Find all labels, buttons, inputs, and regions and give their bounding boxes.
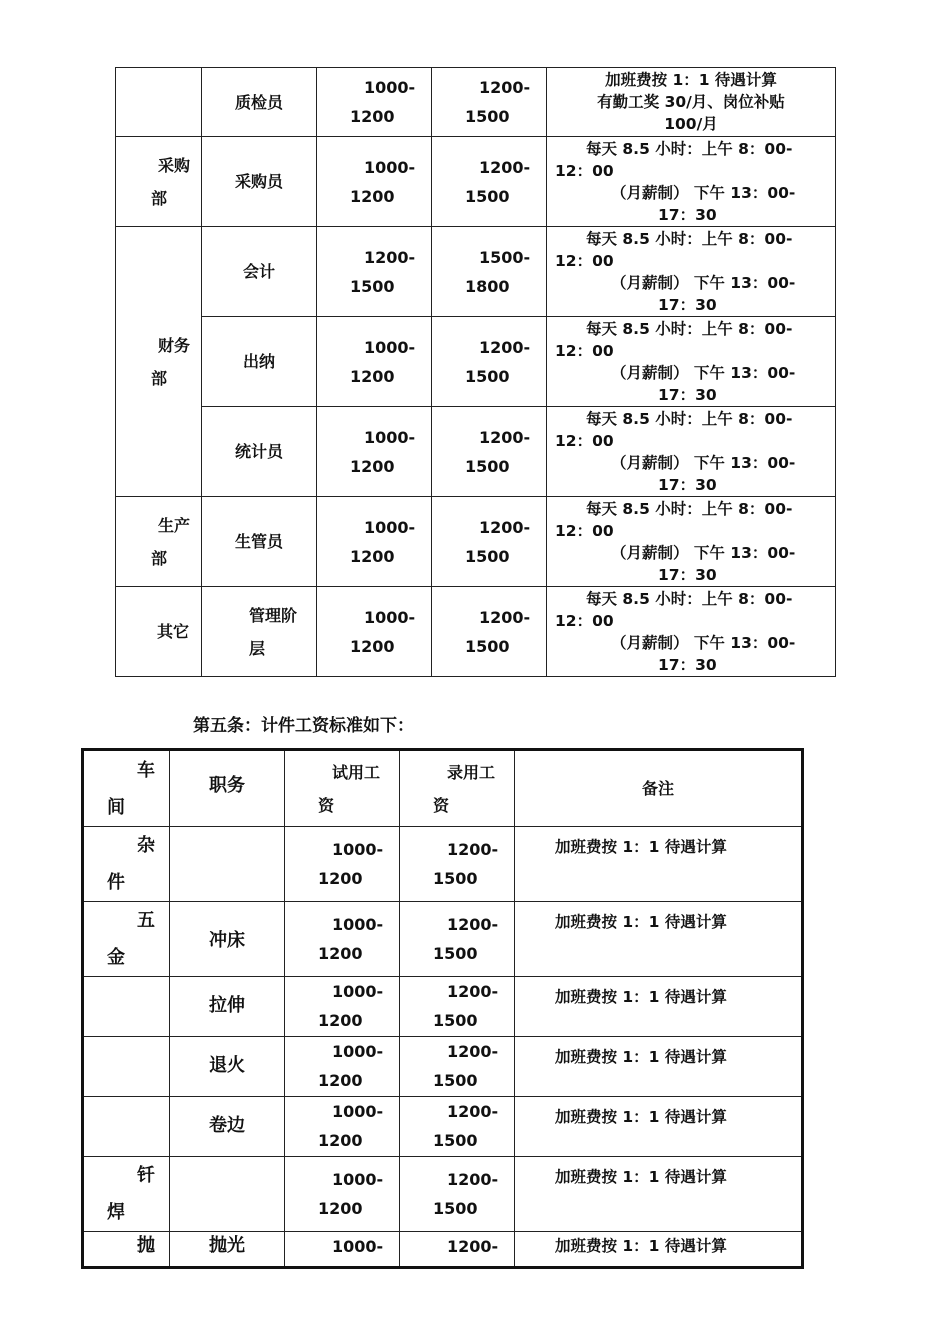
trial-salary-1: 1000- [332, 1170, 384, 1189]
trial-salary-1: 1000- [364, 517, 416, 537]
hire-salary-1: 1200- [447, 1042, 499, 1061]
trial-salary-cell [317, 587, 432, 677]
hire-salary-2: 1500 [433, 1199, 478, 1218]
hours-line: 12：00 [555, 521, 614, 540]
hours-line: 17：30 [658, 475, 717, 494]
position-label: 管理阶 [249, 605, 298, 625]
hire-salary-cell [432, 227, 547, 317]
hire-salary-2: 1500 [433, 869, 478, 888]
trial-salary-2: 1200 [350, 107, 395, 126]
hire-salary-cell [432, 137, 547, 227]
position-cell [170, 902, 285, 977]
trial-salary-cell [317, 317, 432, 407]
dept-label: 生产 [158, 515, 191, 535]
hours-line: 12：00 [555, 431, 614, 450]
hours-line: （月薪制） 下午 13：00- [611, 183, 796, 202]
trial-salary-2: 1200 [350, 636, 395, 656]
position-cell [170, 1157, 285, 1232]
trial-salary-2: 1200 [318, 1199, 363, 1218]
table-row [83, 902, 803, 977]
position-label: 拉伸 [209, 995, 245, 1016]
note-line: 有勤工奖 30/月、岗位补贴 [597, 93, 785, 111]
trial-salary-2: 1200 [318, 869, 363, 888]
hire-salary-1: 1200- [447, 1170, 499, 1189]
workshop-label: 焊 [107, 1202, 125, 1223]
hours-note-cell [547, 137, 836, 227]
trial-salary-2: 1200 [350, 546, 395, 566]
overtime-note: 加班费按 1：1 待遇计算 [555, 1048, 727, 1066]
workshop-label: 五 [137, 910, 155, 931]
hire-salary-1: 1500- [479, 247, 531, 267]
hire-salary-2: 1500 [433, 1131, 478, 1150]
hire-salary-2: 1500 [465, 546, 510, 566]
workshop-cell [83, 902, 170, 977]
trial-salary-2: 1200 [350, 366, 395, 386]
header-label: 资 [433, 795, 450, 815]
hire-salary-2: 1500 [433, 1071, 478, 1090]
hire-salary-1: 1200- [479, 337, 531, 357]
trial-salary-2: 1500 [350, 276, 395, 296]
hours-line: 每天 8.5 小时：上午 8：00- [586, 139, 793, 158]
note-cell [515, 977, 803, 1037]
note-line: 100/月 [664, 115, 718, 133]
trial-salary-cell [317, 497, 432, 587]
trial-salary-1: 1000- [332, 1237, 384, 1256]
hours-line: 17：30 [658, 295, 717, 314]
workshop-cell [83, 1157, 170, 1232]
header-trial [285, 750, 400, 827]
note-cell [547, 68, 836, 137]
position-label: 采购员 [234, 172, 283, 191]
position-cell [170, 1097, 285, 1157]
trial-salary-2: 1200 [318, 1131, 363, 1150]
dept-cell [116, 137, 202, 227]
table-row [116, 227, 836, 317]
header-hire [400, 750, 515, 827]
hire-salary-1: 1200- [447, 982, 499, 1001]
hire-salary-2: 1500 [465, 366, 510, 386]
trial-salary-1: 1000- [332, 982, 384, 1001]
overtime-note: 加班费按 1：1 待遇计算 [555, 838, 727, 856]
hire-salary-1: 1200- [447, 915, 499, 934]
workshop-cell [83, 1232, 170, 1268]
dept-label: 部 [151, 188, 168, 208]
header-label: 资 [318, 795, 335, 815]
hire-salary-2: 1500 [465, 636, 510, 656]
hours-note-cell [547, 227, 836, 317]
workshop-cell [83, 977, 170, 1037]
trial-salary-1: 1000- [332, 840, 384, 859]
overtime-note: 加班费按 1：1 待遇计算 [555, 913, 727, 931]
hire-salary-cell [432, 317, 547, 407]
table-row [116, 137, 836, 227]
hire-salary-1: 1200- [479, 157, 531, 177]
position-cell [202, 227, 317, 317]
hire-salary-cell [432, 587, 547, 677]
trial-salary-1: 1000- [332, 1102, 384, 1121]
hire-salary-1: 1200- [479, 517, 531, 537]
hours-line: 12：00 [555, 611, 614, 630]
position-cell [202, 137, 317, 227]
table-row [116, 317, 836, 407]
position-label: 层 [249, 638, 266, 658]
header-position [170, 750, 285, 827]
position-cell [202, 407, 317, 497]
position-label: 卷边 [209, 1115, 245, 1136]
trial-salary-cell [285, 977, 400, 1037]
position-label: 抛光 [209, 1235, 245, 1256]
position-cell [202, 68, 317, 137]
hire-salary-2: 1500 [465, 186, 510, 206]
hire-salary-cell [432, 68, 547, 137]
hire-salary-1: 1200- [447, 1102, 499, 1121]
hours-note-cell [547, 407, 836, 497]
trial-salary-cell [317, 68, 432, 137]
note-cell [515, 1157, 803, 1232]
position-label: 生管员 [234, 532, 283, 551]
trial-salary-1: 1000- [332, 915, 384, 934]
hours-note-cell [547, 497, 836, 587]
hours-line: （月薪制） 下午 13：00- [611, 453, 796, 472]
hire-salary-1: 1200- [447, 1237, 499, 1256]
workshop-cell [83, 827, 170, 902]
piecework-salary-table [81, 748, 804, 1269]
workshop-label: 件 [107, 872, 125, 893]
header-label: 间 [107, 796, 125, 818]
workshop-cell [83, 1037, 170, 1097]
position-label: 会计 [242, 262, 275, 281]
table-row [83, 1157, 803, 1232]
position-cell [170, 1232, 285, 1268]
note-line: 加班费按 1：1 待遇计算 [605, 71, 777, 89]
hours-line: 每天 8.5 小时：上午 8：00- [586, 409, 793, 428]
header-label: 试用工 [332, 762, 381, 782]
hire-salary-2: 1500 [465, 456, 510, 476]
hours-line: （月薪制） 下午 13：00- [611, 273, 796, 292]
trial-salary-1: 1200- [364, 247, 416, 267]
hours-line: 12：00 [555, 341, 614, 360]
trial-salary-1: 1000- [364, 427, 416, 447]
position-label: 统计员 [234, 442, 283, 461]
trial-salary-1: 1000- [364, 607, 416, 627]
hours-note-cell [547, 317, 836, 407]
hire-salary-cell [432, 407, 547, 497]
dept-label: 财务 [158, 335, 191, 355]
hire-salary-cell [400, 902, 515, 977]
table-row [116, 587, 836, 677]
trial-salary-cell [285, 1037, 400, 1097]
hours-line: 17：30 [658, 655, 717, 674]
hours-line: 17：30 [658, 205, 717, 224]
section-heading: 第五条：计件工资标准如下： [193, 716, 414, 736]
hours-line: （月薪制） 下午 13：00- [611, 633, 796, 652]
table-row [116, 407, 836, 497]
hire-salary-2: 1500 [433, 1011, 478, 1030]
workshop-label: 金 [107, 947, 125, 968]
hours-line: （月薪制） 下午 13：00- [611, 543, 796, 562]
header-label: 职务 [209, 775, 245, 796]
overtime-note: 加班费按 1：1 待遇计算 [555, 1168, 727, 1186]
dept-label: 采购 [158, 155, 191, 175]
trial-salary-cell [317, 137, 432, 227]
position-label: 出纳 [242, 352, 275, 371]
trial-salary-cell [317, 407, 432, 497]
workshop-cell [83, 1097, 170, 1157]
hire-salary-cell [400, 827, 515, 902]
table-row [116, 497, 836, 587]
hours-line: 12：00 [555, 161, 614, 180]
hours-line: 17：30 [658, 565, 717, 584]
trial-salary-2: 1200 [350, 456, 395, 476]
overtime-note: 加班费按 1：1 待遇计算 [555, 1237, 727, 1255]
note-cell [515, 1097, 803, 1157]
hours-line: （月薪制） 下午 13：00- [611, 363, 796, 382]
hire-salary-1: 1200- [447, 840, 499, 859]
header-note [515, 750, 803, 827]
hire-salary-cell [400, 977, 515, 1037]
position-label: 质检员 [234, 92, 283, 112]
hire-salary-cell [432, 497, 547, 587]
trial-salary-cell [317, 227, 432, 317]
trial-salary-1: 1000- [364, 157, 416, 177]
position-cell [170, 1037, 285, 1097]
workshop-label: 抛 [137, 1235, 155, 1256]
position-cell [202, 497, 317, 587]
salary-table-1 [115, 67, 836, 677]
trial-salary-cell [285, 1232, 400, 1268]
trial-salary-2: 1200 [318, 1071, 363, 1090]
workshop-label: 杂 [137, 835, 155, 856]
workshop-label: 钎 [137, 1165, 155, 1186]
hire-salary-1: 1200- [479, 78, 531, 97]
dept-label: 部 [151, 368, 168, 388]
table-row [83, 1232, 803, 1268]
header-label: 备注 [641, 779, 674, 798]
dept-cell [116, 227, 202, 497]
hire-salary-2: 1800 [465, 276, 510, 296]
hours-line: 12：00 [555, 251, 614, 270]
dept-label: 其它 [157, 622, 190, 641]
hours-line: 每天 8.5 小时：上午 8：00- [586, 229, 793, 248]
position-label: 冲床 [209, 930, 245, 951]
trial-salary-cell [285, 1097, 400, 1157]
header-label: 录用工 [447, 762, 496, 782]
hire-salary-2: 1500 [433, 944, 478, 963]
table-row [83, 1037, 803, 1097]
hire-salary-cell [400, 1097, 515, 1157]
trial-salary-1: 1000- [332, 1042, 384, 1061]
hours-note-cell [547, 587, 836, 677]
dept-label: 部 [151, 548, 168, 568]
hours-line: 17：30 [658, 385, 717, 404]
note-cell [515, 902, 803, 977]
position-cell [202, 587, 317, 677]
position-cell [202, 317, 317, 407]
hire-salary-1: 1200- [479, 607, 531, 627]
trial-salary-1: 1000- [364, 337, 416, 357]
hire-salary-2: 1500 [465, 107, 510, 126]
position-cell [170, 827, 285, 902]
trial-salary-cell [285, 827, 400, 902]
overtime-note: 加班费按 1：1 待遇计算 [555, 988, 727, 1006]
dept-cell [116, 497, 202, 587]
hire-salary-cell [400, 1157, 515, 1232]
note-cell [515, 1232, 803, 1268]
trial-salary-2: 1200 [318, 1011, 363, 1030]
trial-salary-cell [285, 902, 400, 977]
header-label: 车 [137, 759, 155, 781]
trial-salary-cell [285, 1157, 400, 1232]
dept-cell [116, 587, 202, 677]
position-cell [170, 977, 285, 1037]
hire-salary-cell [400, 1232, 515, 1268]
table-row [83, 1097, 803, 1157]
hours-line: 每天 8.5 小时：上午 8：00- [586, 319, 793, 338]
header-workshop [83, 750, 170, 827]
trial-salary-1: 1000- [364, 78, 416, 97]
trial-salary-2: 1200 [350, 186, 395, 206]
header-row [83, 750, 803, 827]
note-cell [515, 1037, 803, 1097]
trial-salary-2: 1200 [318, 944, 363, 963]
table-row [116, 68, 836, 137]
note-cell [515, 827, 803, 902]
table-row [83, 827, 803, 902]
hire-salary-cell [400, 1037, 515, 1097]
hours-line: 每天 8.5 小时：上午 8：00- [586, 499, 793, 518]
hire-salary-1: 1200- [479, 427, 531, 447]
position-label: 退火 [209, 1055, 245, 1076]
table-row [83, 977, 803, 1037]
overtime-note: 加班费按 1：1 待遇计算 [555, 1108, 727, 1126]
dept-cell [116, 68, 202, 137]
hours-line: 每天 8.5 小时：上午 8：00- [586, 589, 793, 608]
